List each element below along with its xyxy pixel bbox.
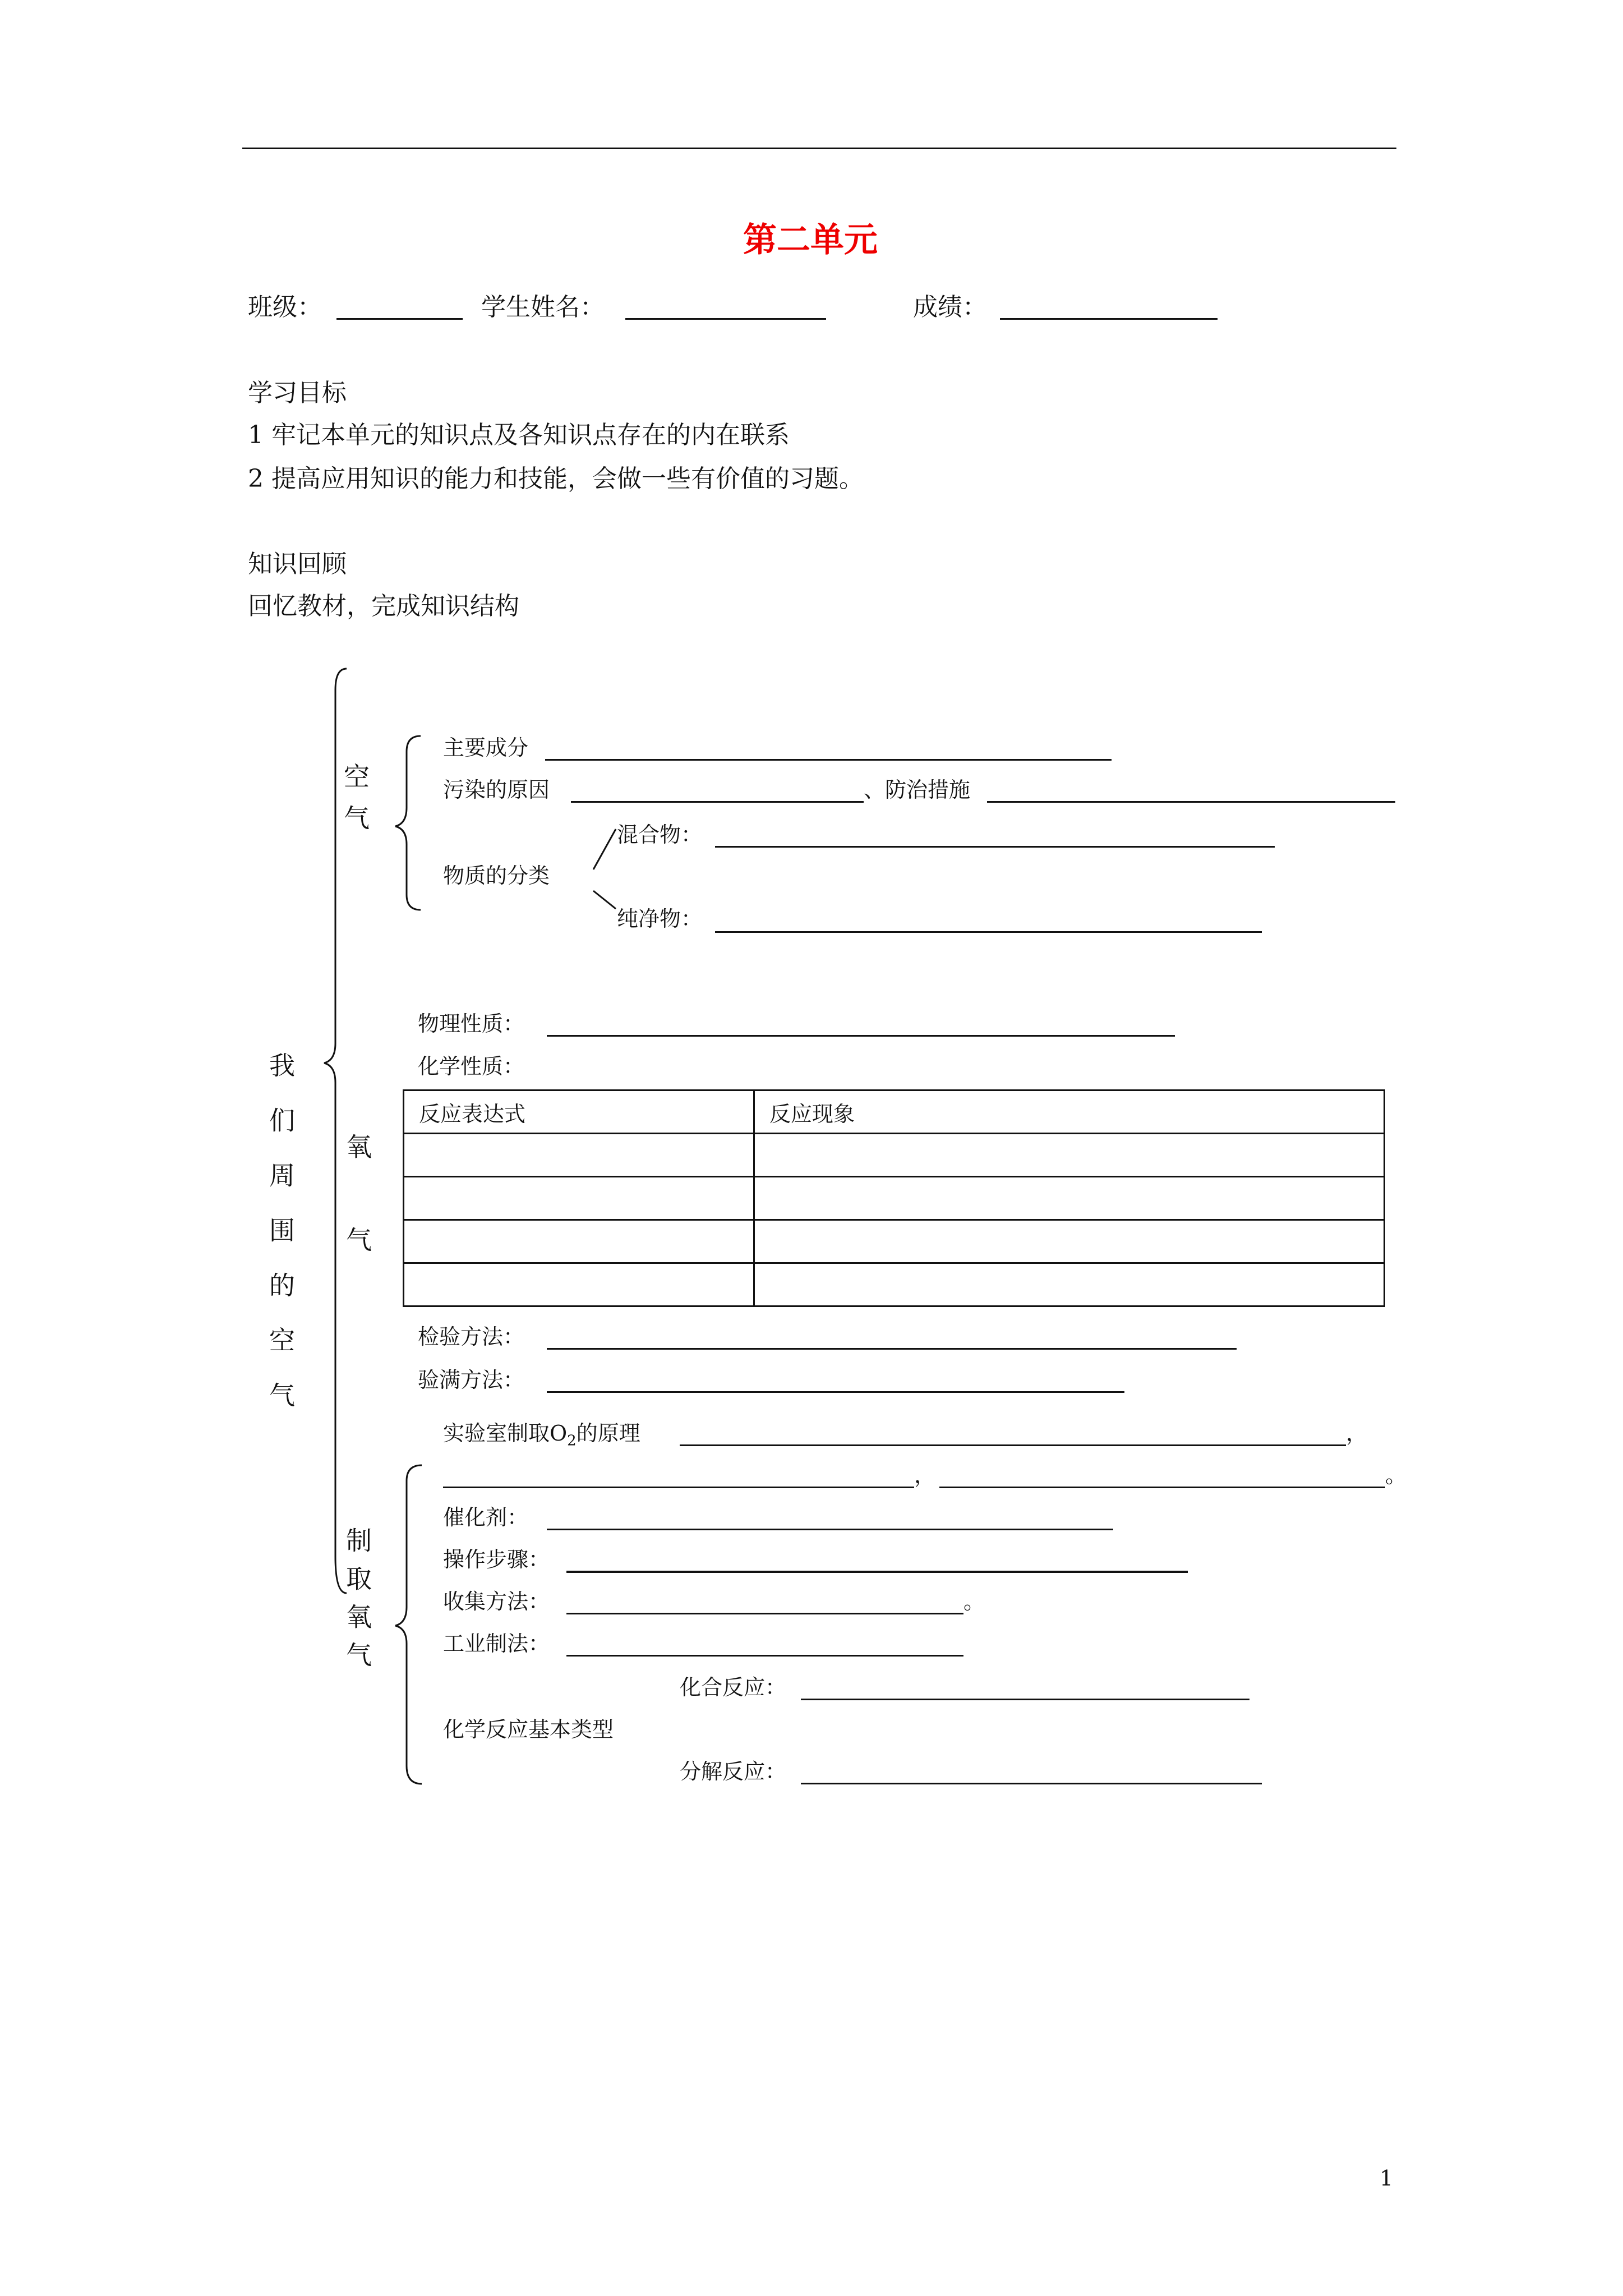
combination-field[interactable] xyxy=(801,1699,1249,1700)
principle-period: 。 xyxy=(1385,1463,1407,1488)
principle-field-2[interactable] xyxy=(443,1487,914,1488)
collect-period: 。 xyxy=(963,1589,985,1614)
review-heading: 知识回顾 xyxy=(248,550,347,578)
page-title: 第二单元 xyxy=(743,220,878,260)
goal-item-1: 1 牢记本单元的知识点及各知识点存在的内在联系 xyxy=(248,421,790,449)
catalyst-label: 催化剂： xyxy=(443,1505,529,1530)
equation-cell[interactable] xyxy=(404,1134,754,1177)
principle-subscript: 2 xyxy=(567,1432,577,1450)
mixture-label: 混合物： xyxy=(617,822,703,847)
equation-cell[interactable] xyxy=(404,1263,754,1306)
goal-item-2: 2 提高应用知识的能力和技能，会做一些有价值的习题。 xyxy=(248,464,864,493)
principle-tail: 的原理 xyxy=(576,1421,640,1446)
principle-comma-2: ， xyxy=(914,1463,936,1488)
industry-label: 工业制法： xyxy=(443,1631,550,1656)
air-main-field[interactable] xyxy=(545,759,1112,761)
root-label-text: 我们周围的空气 xyxy=(265,1052,296,1437)
phenomenon-cell[interactable] xyxy=(754,1263,1385,1306)
phenomenon-cell[interactable] xyxy=(754,1220,1385,1263)
test-method-field[interactable] xyxy=(547,1348,1237,1350)
prevention-field[interactable] xyxy=(987,801,1395,803)
page-number: 1 xyxy=(1380,2166,1394,2191)
test-method-label: 检验方法： xyxy=(418,1324,525,1349)
industry-field[interactable] xyxy=(566,1655,963,1657)
goals-heading: 学习目标 xyxy=(248,379,347,407)
reaction-table xyxy=(403,1089,1385,1307)
decomposition-label: 分解反应： xyxy=(680,1759,787,1784)
prep-label-text: 制取氧气 xyxy=(342,1527,372,1680)
equation-cell[interactable] xyxy=(404,1220,754,1263)
phenomenon-cell[interactable] xyxy=(754,1134,1385,1177)
header-equation: 反应表达式 xyxy=(404,1091,754,1134)
pure-label: 纯净物： xyxy=(617,907,703,931)
table-row xyxy=(404,1220,1385,1263)
prep-label xyxy=(343,1527,371,1680)
combination-label: 化合反应： xyxy=(680,1675,787,1700)
class-label: 班级： xyxy=(248,293,322,321)
collect-field[interactable] xyxy=(566,1613,963,1614)
chemical-label: 化学性质： xyxy=(418,1054,525,1079)
air-label xyxy=(341,763,369,846)
oxygen-label xyxy=(343,1133,371,1319)
decomposition-field[interactable] xyxy=(801,1783,1262,1784)
full-method-field[interactable] xyxy=(547,1391,1124,1393)
table-row xyxy=(404,1134,1385,1177)
catalyst-field[interactable] xyxy=(547,1529,1113,1530)
steps-label: 操作步骤： xyxy=(443,1547,550,1572)
oxygen-label-text: 氧气 xyxy=(342,1133,372,1319)
full-method-label: 验满方法： xyxy=(418,1368,525,1392)
prevention-label: 、防治措施 xyxy=(864,777,971,802)
physical-label: 物理性质： xyxy=(418,1011,525,1036)
root-label xyxy=(266,1052,294,1437)
table-header-row xyxy=(404,1091,1385,1134)
principle-text: 实验室制取O xyxy=(443,1421,568,1446)
steps-field[interactable] xyxy=(566,1571,1188,1573)
score-label: 成绩： xyxy=(913,293,987,321)
principle-label xyxy=(443,1420,640,1454)
physical-field[interactable] xyxy=(547,1035,1175,1037)
air-main-label: 主要成分 xyxy=(443,735,529,760)
header-phenomenon: 反应现象 xyxy=(754,1091,1385,1134)
basic-types-label: 化学反应基本类型 xyxy=(443,1717,614,1742)
phenomenon-cell[interactable] xyxy=(754,1177,1385,1220)
principle-comma: ， xyxy=(1346,1421,1368,1446)
classification-label: 物质的分类 xyxy=(443,863,550,888)
table-row xyxy=(404,1177,1385,1220)
pollution-field[interactable] xyxy=(571,801,864,803)
pure-field[interactable] xyxy=(715,931,1262,933)
student-name-label: 学生姓名： xyxy=(481,293,605,321)
mixture-field[interactable] xyxy=(715,846,1275,848)
pollution-label: 污染的原因 xyxy=(443,777,550,802)
principle-field[interactable] xyxy=(680,1444,1346,1446)
review-instruction: 回忆教材，完成知识结构 xyxy=(248,592,519,620)
equation-cell[interactable] xyxy=(404,1177,754,1220)
table-row xyxy=(404,1263,1385,1306)
collect-label: 收集方法： xyxy=(443,1589,550,1614)
principle-field-3[interactable] xyxy=(939,1487,1385,1488)
air-label-text: 空气 xyxy=(340,763,370,846)
